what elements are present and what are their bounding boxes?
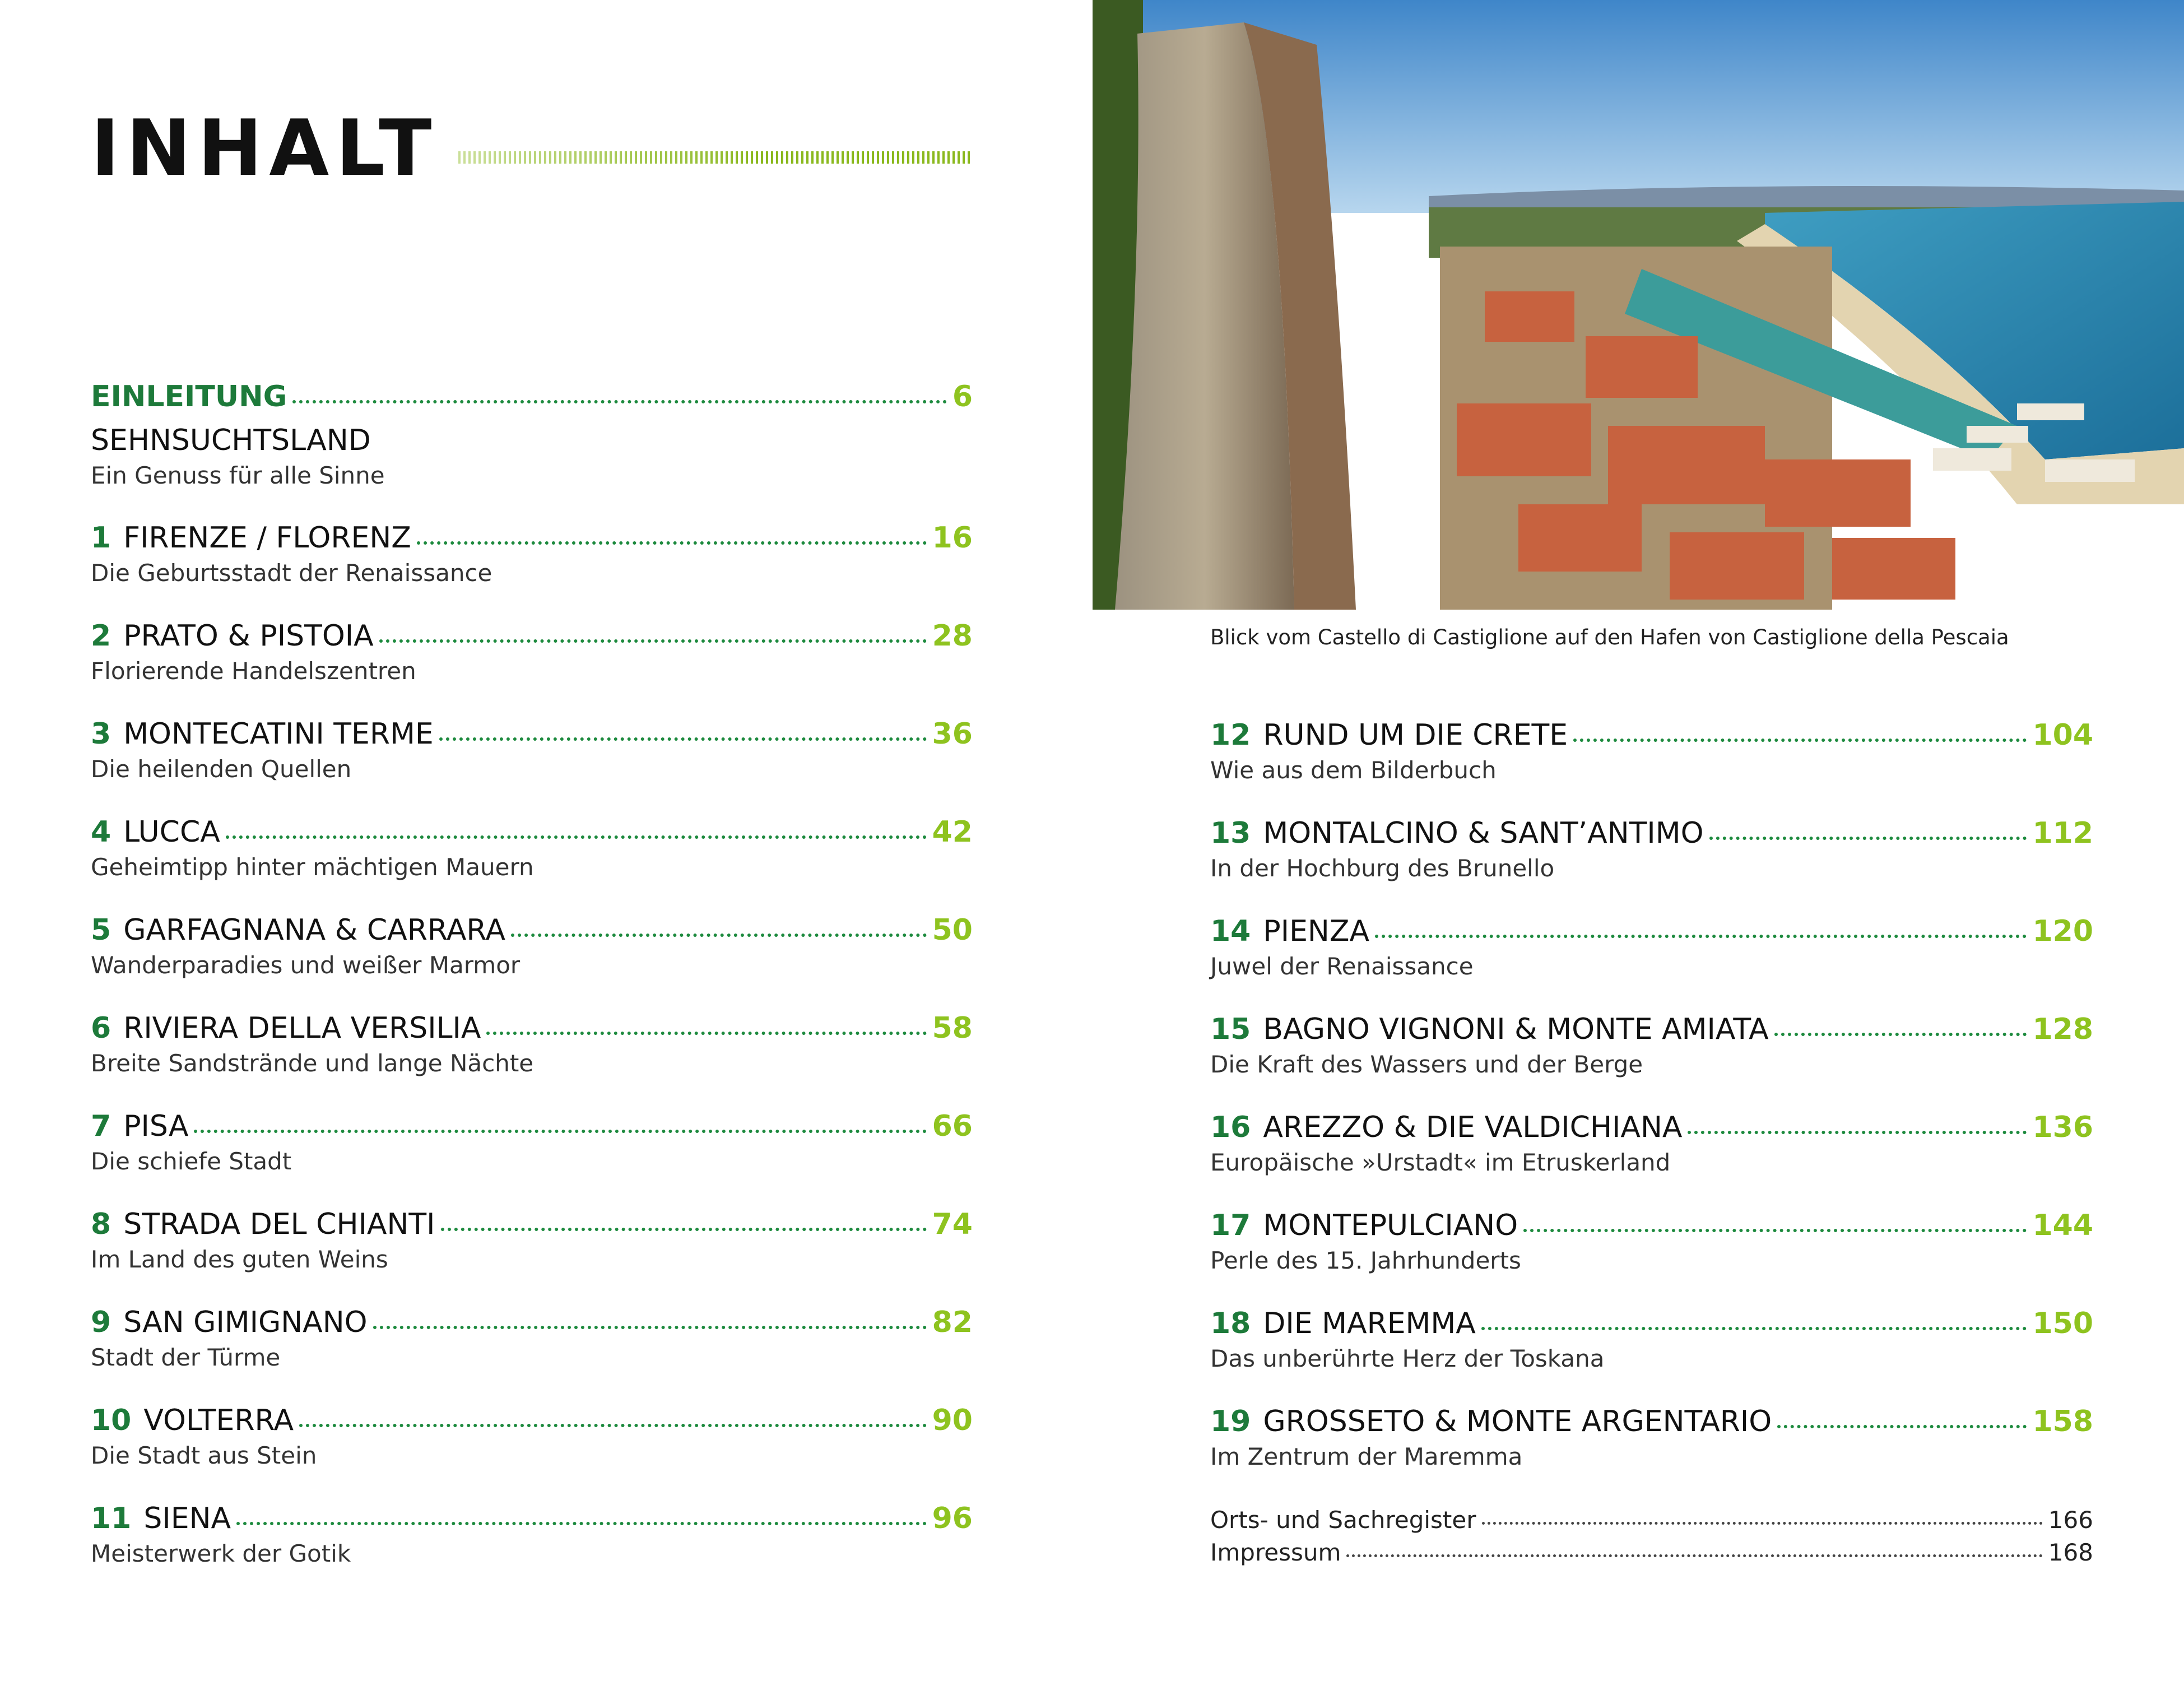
- entry-number: 17: [1210, 1209, 1251, 1242]
- entry-page: 16: [932, 521, 973, 555]
- toc-entry[interactable]: [1210, 1013, 2093, 1078]
- entry-number: 9: [91, 1306, 111, 1339]
- entry-number: 10: [91, 1404, 132, 1437]
- entry-number: 4: [91, 815, 111, 849]
- dot-leader: [441, 1228, 927, 1231]
- entry-title: EINLEITUNG: [91, 380, 287, 414]
- entry-title: MONTALCINO & SANT’ANTIMO: [1263, 816, 1704, 850]
- toc-entry[interactable]: [1210, 718, 2093, 784]
- dot-leader: [417, 541, 927, 545]
- entry-title: SAN GIMIGNANO: [123, 1306, 368, 1339]
- entry-page: 104: [2032, 718, 2093, 752]
- entry-page: 136: [2032, 1111, 2093, 1144]
- entry-title: DIE MAREMMA: [1263, 1307, 1476, 1340]
- entry-title: GROSSETO & MONTE ARGENTARIO: [1263, 1405, 1772, 1438]
- entry-page: 42: [932, 815, 973, 849]
- entry-number: 15: [1210, 1013, 1251, 1046]
- decorative-bar: [458, 151, 970, 164]
- toc-entry-intro[interactable]: [91, 380, 973, 414]
- entry-page: 128: [2032, 1013, 2093, 1046]
- dot-leader: [1375, 935, 2027, 938]
- toc-entry[interactable]: [1210, 1405, 2093, 1470]
- dot-leader: [1482, 1522, 2043, 1525]
- entry-title: RUND UM DIE CRETE: [1263, 718, 1568, 752]
- dot-leader: [236, 1522, 927, 1525]
- entry-page: 166: [2048, 1506, 2093, 1534]
- toc-entry[interactable]: [91, 1502, 973, 1567]
- entry-title: Orts- und Sachregister: [1210, 1506, 1476, 1534]
- toc-entry[interactable]: [91, 1208, 973, 1273]
- entry-title: PISA: [123, 1109, 189, 1143]
- entry-subtitle: Ein Genuss für alle Sinne: [91, 462, 385, 489]
- toc-entry[interactable]: [91, 1306, 973, 1371]
- entry-subtitle: Die schiefe Stadt: [91, 1148, 292, 1175]
- entry-subtitle: Die Kraft des Wassers und der Berge: [1210, 1051, 1643, 1078]
- toc-entry[interactable]: [1210, 1307, 2093, 1372]
- entry-page: 120: [2032, 914, 2093, 948]
- entry-number: 13: [1210, 816, 1251, 850]
- entry-number: 19: [1210, 1405, 1251, 1438]
- dot-leader: [226, 835, 927, 839]
- toc-entry[interactable]: [1210, 914, 2093, 980]
- entry-subtitle: Juwel der Renaissance: [1210, 953, 1474, 980]
- entry-subtitle: Wanderparadies und weißer Marmor: [91, 951, 521, 979]
- entry-title: PRATO & PISTOIA: [123, 619, 374, 653]
- dot-leader: [292, 400, 947, 403]
- entry-page: 74: [932, 1208, 973, 1241]
- entry-number: 8: [91, 1208, 111, 1241]
- entry-subtitle: Geheimtipp hinter mächtigen Mauern: [91, 853, 534, 881]
- entry-page: 36: [932, 717, 973, 751]
- entry-page: 96: [932, 1502, 973, 1535]
- entry-title: VOLTERRA: [143, 1404, 294, 1437]
- entry-page: 82: [932, 1306, 973, 1339]
- harbor-photo: [1093, 0, 2184, 610]
- dot-leader: [1346, 1554, 2042, 1557]
- entry-number: 5: [91, 913, 111, 947]
- entry-page: 50: [932, 913, 973, 947]
- entry-title: SIENA: [143, 1502, 231, 1535]
- toc-entry-extra[interactable]: [1210, 1539, 2093, 1566]
- toc-entry[interactable]: [91, 913, 973, 979]
- toc-entry-extra[interactable]: [1210, 1506, 2093, 1534]
- entry-page: 90: [932, 1404, 973, 1437]
- entry-number: 11: [91, 1502, 132, 1535]
- dot-leader: [1688, 1131, 2027, 1134]
- toc-entry-sehnsucht[interactable]: [91, 424, 973, 489]
- entry-title: MONTECATINI TERME: [123, 717, 434, 751]
- dot-leader: [486, 1032, 926, 1035]
- entry-subtitle: Im Land des guten Weins: [91, 1246, 388, 1273]
- dot-leader: [439, 737, 927, 741]
- entry-page: 58: [932, 1011, 973, 1045]
- entry-subtitle: Wie aus dem Bilderbuch: [1210, 756, 1497, 784]
- dot-leader: [1523, 1229, 2027, 1232]
- dot-leader: [1709, 837, 2027, 840]
- toc-entry[interactable]: [1210, 1209, 2093, 1274]
- toc-entry[interactable]: [1210, 816, 2093, 882]
- entry-subtitle: Breite Sandstrände und lange Nächte: [91, 1050, 534, 1077]
- entry-title: STRADA DEL CHIANTI: [123, 1208, 435, 1241]
- toc-entry[interactable]: [1210, 1111, 2093, 1176]
- entry-number: 7: [91, 1109, 111, 1143]
- dot-leader: [1777, 1425, 2027, 1428]
- entry-title: LUCCA: [123, 815, 220, 849]
- dot-leader: [379, 639, 927, 643]
- entry-title: Impressum: [1210, 1539, 1341, 1566]
- entry-page: 112: [2032, 816, 2093, 850]
- dot-leader: [1774, 1033, 2027, 1036]
- dot-leader: [1481, 1327, 2027, 1330]
- entry-subtitle: Die Geburtsstadt der Renaissance: [91, 559, 492, 587]
- entry-number: 18: [1210, 1307, 1251, 1340]
- photo-caption: Blick vom Castello di Castiglione auf den Hafen von Castiglione della Pescaia: [1210, 625, 2009, 649]
- entry-page: 150: [2032, 1307, 2093, 1340]
- entry-title: FIRENZE / FLORENZ: [123, 521, 411, 555]
- entry-subtitle: Die Stadt aus Stein: [91, 1442, 317, 1469]
- toc-entry[interactable]: [91, 1109, 973, 1175]
- toc-entry[interactable]: [91, 1011, 973, 1077]
- entry-number: 16: [1210, 1111, 1251, 1144]
- entry-title: MONTEPULCIANO: [1263, 1209, 1518, 1242]
- entry-subtitle: Meisterwerk der Gotik: [91, 1540, 351, 1567]
- entry-title: GARFAGNANA & CARRARA: [123, 913, 506, 947]
- entry-subtitle: Stadt der Türme: [91, 1344, 281, 1371]
- entry-title: PIENZA: [1263, 914, 1370, 948]
- entry-subtitle: Im Zentrum der Maremma: [1210, 1443, 1523, 1470]
- entry-subtitle: Das unberührte Herz der Toskana: [1210, 1345, 1605, 1372]
- entry-number: 14: [1210, 914, 1251, 948]
- toc-entry[interactable]: [91, 815, 973, 881]
- toc-entry[interactable]: [91, 1404, 973, 1469]
- entry-number: 12: [1210, 718, 1251, 752]
- dot-leader: [194, 1130, 926, 1133]
- entry-subtitle: In der Hochburg des Brunello: [1210, 855, 1555, 882]
- dot-leader: [1573, 739, 2027, 742]
- entry-title: RIVIERA DELLA VERSILIA: [123, 1011, 481, 1045]
- dot-leader: [511, 934, 927, 937]
- entry-number: 2: [91, 619, 111, 653]
- entry-page: 28: [932, 619, 973, 653]
- entry-title: BAGNO VIGNONI & MONTE AMIATA: [1263, 1013, 1769, 1046]
- entry-title: AREZZO & DIE VALDICHIANA: [1263, 1111, 1683, 1144]
- dot-leader: [373, 1326, 927, 1329]
- entry-number: 1: [91, 521, 111, 555]
- entry-title: SEHNSUCHTSLAND: [91, 424, 371, 457]
- toc-entry[interactable]: [91, 717, 973, 783]
- toc-entry[interactable]: [91, 521, 973, 587]
- entry-subtitle: Florierende Handelszentren: [91, 657, 416, 685]
- entry-page: 66: [932, 1109, 973, 1143]
- entry-subtitle: Europäische »Urstadt« im Etruskerland: [1210, 1149, 1671, 1176]
- entry-page: 168: [2048, 1539, 2093, 1566]
- entry-subtitle: Die heilenden Quellen: [91, 755, 352, 783]
- entry-page: 6: [952, 380, 973, 414]
- page-title: INHALT: [91, 103, 439, 193]
- dot-leader: [299, 1424, 927, 1427]
- entry-number: 6: [91, 1011, 111, 1045]
- entry-page: 144: [2032, 1209, 2093, 1242]
- entry-number: 3: [91, 717, 111, 751]
- entry-page: 158: [2032, 1405, 2093, 1438]
- entry-subtitle: Perle des 15. Jahrhunderts: [1210, 1247, 1521, 1274]
- toc-entry[interactable]: [91, 619, 973, 685]
